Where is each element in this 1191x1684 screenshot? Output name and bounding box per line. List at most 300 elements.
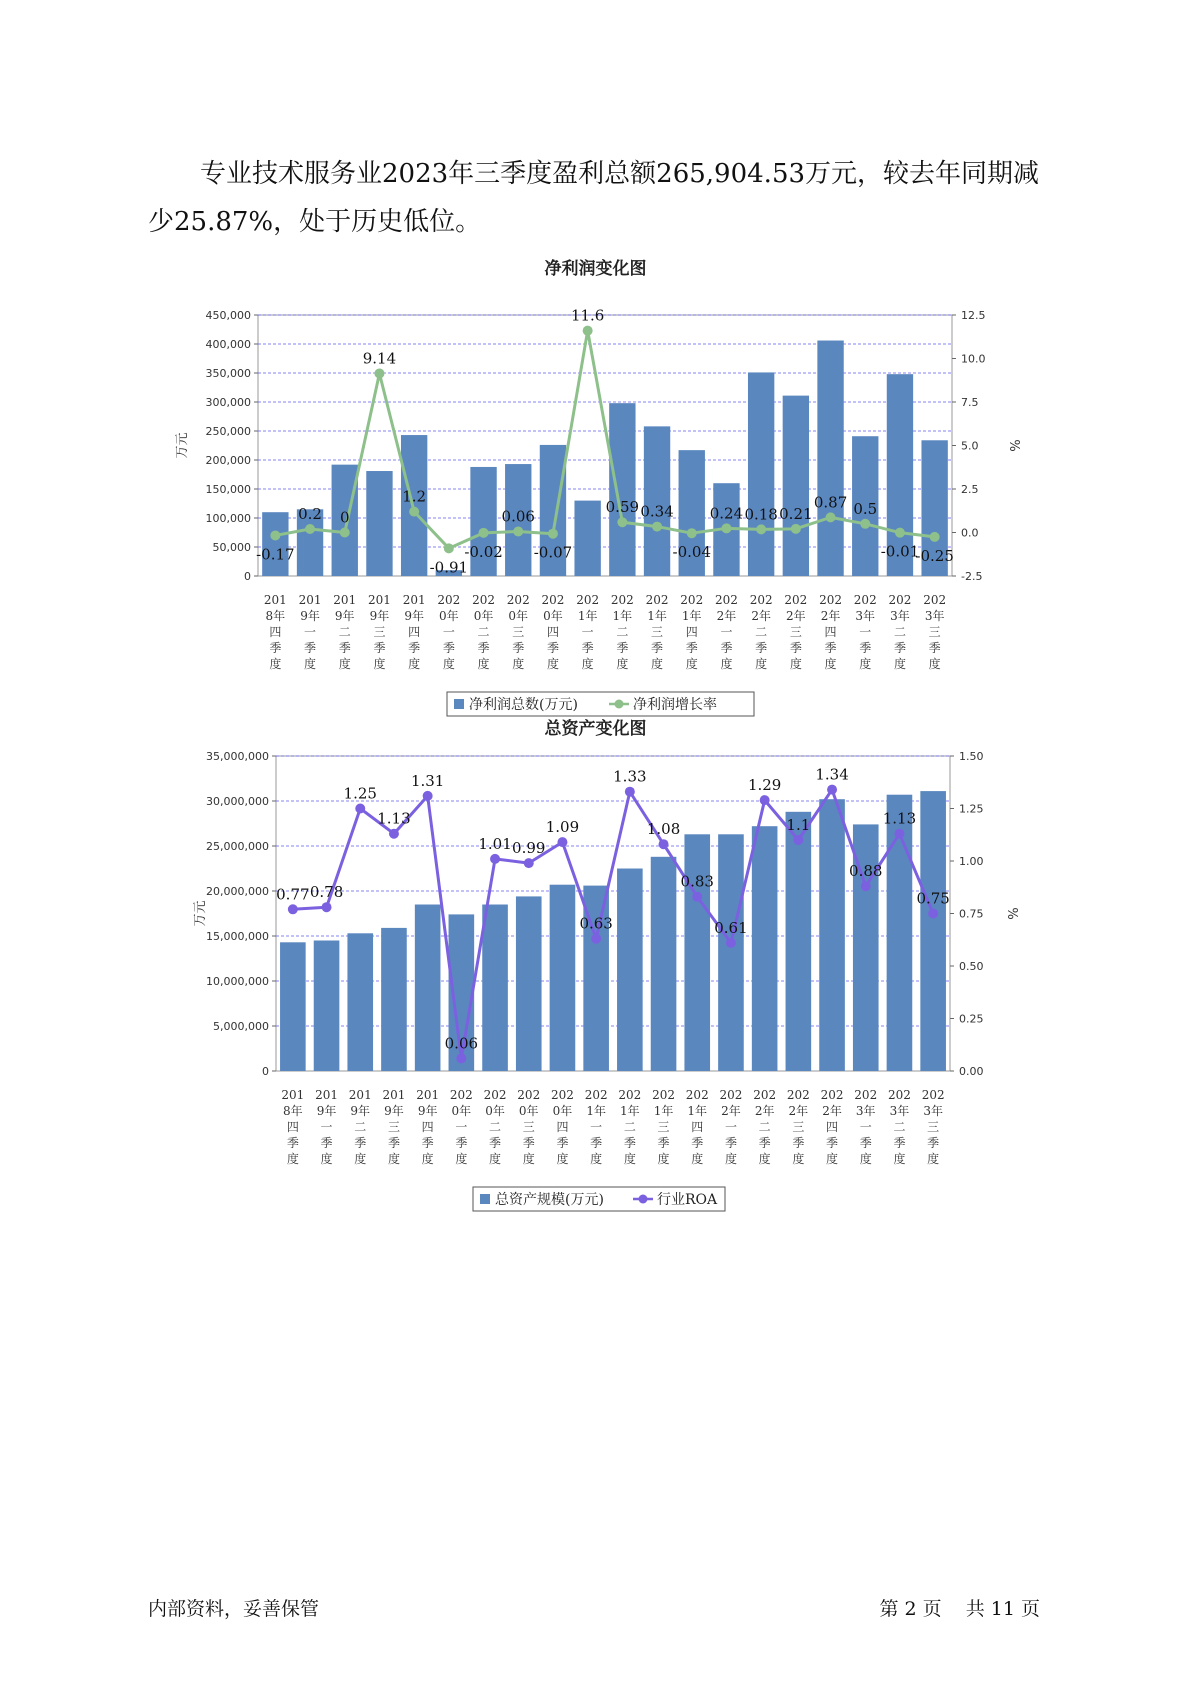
line-point xyxy=(288,904,298,914)
bar xyxy=(347,933,373,1071)
category-label: 202 xyxy=(584,1088,608,1102)
line-point xyxy=(591,934,601,944)
category-label: 1年 xyxy=(681,609,702,623)
right-tick-label: 12.5 xyxy=(961,309,986,322)
left-tick-label: 400,000 xyxy=(205,338,251,351)
category-label: 一 xyxy=(859,625,872,639)
category-label: 三 xyxy=(928,625,941,639)
line-point xyxy=(548,529,558,539)
line-point xyxy=(894,829,904,839)
data-label: 0.88 xyxy=(849,862,883,881)
data-label: 1.34 xyxy=(815,765,849,784)
line-point xyxy=(270,530,280,540)
data-label: 0.59 xyxy=(605,498,640,517)
category-label: 度 xyxy=(546,657,559,671)
category-label: 202 xyxy=(472,593,496,607)
line-point xyxy=(895,528,905,538)
page-unit: 页 xyxy=(922,1598,942,1620)
data-label: 0.99 xyxy=(512,839,546,858)
category-label: 3年 xyxy=(923,1104,943,1118)
category-label: 季 xyxy=(489,1136,502,1150)
line-point xyxy=(409,507,419,517)
category-label: 202 xyxy=(749,593,773,607)
category-label: 度 xyxy=(373,657,386,671)
total-unit: 页 xyxy=(1020,1598,1040,1620)
data-label: 0.83 xyxy=(680,872,714,891)
category-label: 202 xyxy=(576,593,600,607)
category-label: 度 xyxy=(269,657,282,671)
bar xyxy=(381,928,407,1071)
category-label: 2年 xyxy=(788,1104,809,1118)
left-tick-label: 50,000 xyxy=(212,541,251,554)
data-label: 0.18 xyxy=(744,505,778,524)
category-label: 202 xyxy=(888,593,912,607)
category-label: 202 xyxy=(618,1088,642,1102)
category-label: 0年 xyxy=(552,1104,573,1118)
category-label: 202 xyxy=(541,593,565,607)
category-label: 201 xyxy=(315,1088,339,1102)
bar xyxy=(644,426,670,576)
data-label: 0.75 xyxy=(916,889,950,908)
legend-line-marker xyxy=(639,1195,648,1204)
bar xyxy=(609,403,635,576)
line-point xyxy=(389,829,399,839)
category-label: 9年 xyxy=(384,1104,404,1118)
line-point xyxy=(355,804,365,814)
category-label: 202 xyxy=(853,593,877,607)
data-label: 1.25 xyxy=(343,784,377,803)
category-label: 度 xyxy=(651,657,664,671)
category-label: 度 xyxy=(442,657,455,671)
category-label: 8年 xyxy=(283,1104,303,1118)
category-label: 季 xyxy=(512,641,525,655)
line-point xyxy=(322,902,332,912)
category-label: 度 xyxy=(724,1152,737,1166)
category-label: 201 xyxy=(333,593,357,607)
category-label: 度 xyxy=(489,1152,502,1166)
category-label: 201 xyxy=(263,593,287,607)
legend-line-label: 行业ROA xyxy=(657,1192,718,1208)
category-label: 一 xyxy=(581,625,594,639)
chart1-title: 净利润变化图 xyxy=(544,259,647,279)
legend-bar-swatch xyxy=(480,1194,490,1204)
category-label: 季 xyxy=(685,641,698,655)
category-label: 二 xyxy=(354,1120,367,1134)
category-label: 季 xyxy=(286,1136,299,1150)
category-label: 季 xyxy=(826,1136,839,1150)
data-label: 0.24 xyxy=(709,504,744,523)
data-label: 1.09 xyxy=(545,818,580,837)
category-label: 三 xyxy=(651,625,664,639)
left-tick-label: 250,000 xyxy=(205,425,251,438)
category-label: 度 xyxy=(286,1152,299,1166)
category-label: 度 xyxy=(893,657,906,671)
category-label: 201 xyxy=(281,1088,305,1102)
line-point xyxy=(456,1053,466,1063)
category-label: 9年 xyxy=(350,1104,371,1118)
category-label: 2年 xyxy=(754,1104,775,1118)
category-label: 季 xyxy=(442,641,455,655)
category-label: 度 xyxy=(859,657,872,671)
category-label: 度 xyxy=(826,1152,839,1166)
left-tick-label: 20,000,000 xyxy=(206,885,269,898)
category-label: 二 xyxy=(616,625,629,639)
data-label: -0.25 xyxy=(915,546,954,565)
plot-area xyxy=(276,756,950,1071)
category-label: 9年 xyxy=(300,609,320,623)
category-label: 度 xyxy=(755,657,768,671)
data-label: 1.2 xyxy=(402,487,427,506)
category-label: 一 xyxy=(442,625,455,639)
line-point xyxy=(791,524,801,534)
right-tick-label: 0.75 xyxy=(959,907,984,921)
category-label: 9年 xyxy=(369,609,390,623)
category-label: 202 xyxy=(685,1088,709,1102)
category-label: 季 xyxy=(928,641,941,655)
line-point xyxy=(557,837,567,847)
line-point xyxy=(513,526,523,536)
right-tick-label: -2.5 xyxy=(961,570,983,583)
data-label: -0.17 xyxy=(256,545,295,564)
category-label: 四 xyxy=(556,1120,569,1134)
legend-bar-swatch xyxy=(454,699,464,709)
category-label: 202 xyxy=(680,593,704,607)
line-point xyxy=(930,532,940,542)
category-label: 2年 xyxy=(721,1104,741,1118)
right-axis-title: % xyxy=(1004,907,1019,920)
bar xyxy=(550,885,576,1071)
data-label: 1.29 xyxy=(747,776,782,795)
line-point xyxy=(625,787,635,797)
category-label: 度 xyxy=(893,1152,906,1166)
category-label: 二 xyxy=(477,625,490,639)
bar xyxy=(516,896,542,1071)
category-label: 季 xyxy=(269,641,282,655)
left-tick-label: 25,000,000 xyxy=(206,840,269,853)
bar xyxy=(574,501,600,576)
data-label: 1.1 xyxy=(786,816,811,834)
category-label: 二 xyxy=(489,1120,502,1134)
line-point xyxy=(726,938,736,948)
category-label: 三 xyxy=(522,1120,535,1134)
left-tick-label: 150,000 xyxy=(205,483,251,496)
category-label: 201 xyxy=(402,593,426,607)
category-label: 202 xyxy=(786,1088,810,1102)
bar xyxy=(819,799,845,1071)
category-label: 度 xyxy=(792,1152,805,1166)
category-label: 季 xyxy=(758,1136,771,1150)
category-label: 四 xyxy=(691,1120,704,1134)
net-profit-chart xyxy=(0,280,1191,713)
category-label: 9年 xyxy=(334,609,355,623)
line-point xyxy=(340,528,350,538)
category-label: 度 xyxy=(408,657,421,671)
category-label: 202 xyxy=(506,593,530,607)
category-label: 202 xyxy=(483,1088,507,1102)
left-tick-label: 30,000,000 xyxy=(206,795,269,808)
category-label: 四 xyxy=(685,625,698,639)
right-tick-label: 1.25 xyxy=(959,802,984,816)
category-label: 度 xyxy=(477,657,490,671)
category-label: 四 xyxy=(286,1120,299,1134)
category-label: 二 xyxy=(758,1120,771,1134)
data-label: 9.14 xyxy=(362,349,397,368)
bar xyxy=(748,372,774,576)
line-point xyxy=(659,839,669,849)
category-label: 二 xyxy=(755,625,768,639)
line-point xyxy=(756,524,766,534)
left-tick-label: 0 xyxy=(262,1065,269,1078)
category-label: 季 xyxy=(859,641,872,655)
category-label: 季 xyxy=(421,1136,434,1150)
legend-line-marker xyxy=(615,700,624,709)
footer-page-number xyxy=(877,1594,1043,1621)
chart2-title: 总资产变化图 xyxy=(544,719,647,739)
data-label: 0.34 xyxy=(640,502,674,521)
bar xyxy=(718,834,744,1071)
category-label: 一 xyxy=(859,1120,872,1134)
category-label: 度 xyxy=(927,1152,940,1166)
right-tick-label: 0.00 xyxy=(959,1065,984,1078)
category-label: 2年 xyxy=(822,1104,842,1118)
category-label: 度 xyxy=(623,1152,636,1166)
category-label: 9年 xyxy=(316,1104,337,1118)
bar xyxy=(415,905,441,1072)
data-label: 1.08 xyxy=(646,820,681,839)
right-tick-label: 10.0 xyxy=(961,352,986,366)
category-label: 季 xyxy=(304,641,317,655)
category-label: 202 xyxy=(437,593,461,607)
category-label: 一 xyxy=(720,625,733,639)
category-label: 8年 xyxy=(265,609,286,623)
page-current: 2 xyxy=(904,1598,917,1620)
line-point xyxy=(860,519,870,529)
line-point xyxy=(928,909,938,919)
category-label: 季 xyxy=(651,641,664,655)
category-label: 1年 xyxy=(687,1104,708,1118)
category-label: 季 xyxy=(893,641,906,655)
category-label: 季 xyxy=(623,1136,636,1150)
summary-paragraph: 专业技术服务业2023年三季度盈利总额265,904.53万元，较去年同期减少25.87%，处于历史低位。 xyxy=(148,159,1040,237)
category-label: 0年 xyxy=(439,609,459,623)
line-point xyxy=(490,854,500,864)
data-label: 0.21 xyxy=(779,504,813,523)
left-tick-label: 10,000,000 xyxy=(206,975,269,988)
data-label: -0.07 xyxy=(533,543,573,562)
category-label: 度 xyxy=(387,1152,400,1166)
category-label: 9年 xyxy=(417,1104,438,1118)
category-label: 0年 xyxy=(508,609,529,623)
data-label: -0.04 xyxy=(672,543,711,562)
category-label: 度 xyxy=(320,1152,333,1166)
category-label: 度 xyxy=(758,1152,771,1166)
category-label: 度 xyxy=(338,657,351,671)
right-tick-label: 0.25 xyxy=(959,1012,984,1026)
category-label: 季 xyxy=(893,1136,906,1150)
right-tick-label: 1.00 xyxy=(959,855,984,868)
data-label: 0.5 xyxy=(853,499,878,518)
category-label: 9年 xyxy=(404,609,424,623)
category-label: 一 xyxy=(455,1120,468,1134)
category-label: 季 xyxy=(373,641,386,655)
category-label: 季 xyxy=(789,641,802,655)
category-label: 3年 xyxy=(890,609,910,623)
category-label: 3年 xyxy=(855,609,876,623)
legend-bar-label: 总资产规模(万元) xyxy=(495,1192,604,1208)
category-label: 度 xyxy=(928,657,941,671)
category-label: 2年 xyxy=(751,609,771,623)
category-label: 0年 xyxy=(518,1104,539,1118)
left-tick-label: 0 xyxy=(244,570,251,583)
category-label: 三 xyxy=(789,625,802,639)
category-label: 202 xyxy=(819,593,843,607)
left-tick-label: 200,000 xyxy=(205,454,251,467)
category-label: 202 xyxy=(923,593,947,607)
page-prefix: 第 xyxy=(879,1598,899,1620)
category-label: 202 xyxy=(550,1088,574,1102)
left-tick-label: 35,000,000 xyxy=(206,750,269,763)
category-label: 1年 xyxy=(586,1104,606,1118)
right-tick-label: 0.0 xyxy=(961,526,979,540)
bar xyxy=(817,341,843,576)
category-label: 季 xyxy=(387,1136,400,1150)
category-label: 202 xyxy=(784,593,808,607)
category-label: 季 xyxy=(691,1136,704,1150)
right-tick-label: 0.50 xyxy=(959,960,984,973)
line-point xyxy=(423,791,433,801)
category-label: 三 xyxy=(512,625,525,639)
category-label: 202 xyxy=(921,1088,945,1102)
category-label: 季 xyxy=(590,1136,603,1150)
category-label: 一 xyxy=(590,1120,603,1134)
category-label: 1年 xyxy=(647,609,667,623)
category-label: 0年 xyxy=(451,1104,472,1118)
category-label: 2年 xyxy=(786,609,806,623)
category-label: 202 xyxy=(854,1088,878,1102)
category-label: 202 xyxy=(449,1088,473,1102)
category-label: 四 xyxy=(408,625,421,639)
category-label: 2年 xyxy=(716,609,737,623)
bar xyxy=(280,942,306,1071)
category-label: 度 xyxy=(354,1152,367,1166)
footer-confidential-note: 内部资料，妥善保管 xyxy=(148,1598,320,1620)
category-label: 度 xyxy=(657,1152,670,1166)
bar xyxy=(651,857,677,1071)
line-point xyxy=(793,835,803,845)
category-label: 三 xyxy=(373,625,386,639)
line-point xyxy=(760,795,770,805)
category-label: 3年 xyxy=(855,1104,876,1118)
line-point xyxy=(617,517,627,527)
right-tick-label: 7.5 xyxy=(961,396,979,409)
category-label: 季 xyxy=(724,1136,737,1150)
right-tick-label: 2.5 xyxy=(961,483,979,496)
category-label: 季 xyxy=(616,641,629,655)
category-label: 201 xyxy=(298,593,322,607)
category-label: 季 xyxy=(720,641,733,655)
category-label: 二 xyxy=(338,625,351,639)
right-axis-title: % xyxy=(1006,439,1021,452)
line-point xyxy=(721,523,731,533)
data-label: -0.91 xyxy=(429,558,469,577)
left-tick-label: 450,000 xyxy=(205,309,251,322)
left-axis-title: 万元 xyxy=(175,432,190,459)
category-label: 1年 xyxy=(620,1104,640,1118)
category-label: 度 xyxy=(304,657,317,671)
category-label: 1年 xyxy=(577,609,598,623)
line-point xyxy=(479,528,489,538)
line-point xyxy=(861,881,871,891)
category-label: 202 xyxy=(652,1088,676,1102)
page-total: 11 xyxy=(990,1598,1015,1620)
category-label: 季 xyxy=(556,1136,569,1150)
category-label: 202 xyxy=(610,593,634,607)
data-label: -0.02 xyxy=(464,542,503,561)
bar xyxy=(920,791,946,1071)
category-label: 三 xyxy=(927,1120,940,1134)
data-label: 0.63 xyxy=(579,914,613,933)
line-point xyxy=(583,326,593,336)
category-label: 度 xyxy=(522,1152,535,1166)
line-point xyxy=(524,858,534,868)
category-label: 度 xyxy=(581,657,594,671)
bar xyxy=(617,869,643,1072)
category-label: 一 xyxy=(320,1120,333,1134)
category-label: 季 xyxy=(927,1136,940,1150)
category-label: 3年 xyxy=(924,609,945,623)
category-label: 0年 xyxy=(543,609,563,623)
category-label: 201 xyxy=(367,593,391,607)
line-point xyxy=(687,528,697,538)
bar xyxy=(786,812,812,1071)
bar xyxy=(366,471,392,576)
category-label: 季 xyxy=(792,1136,805,1150)
category-label: 202 xyxy=(645,593,669,607)
category-label: 度 xyxy=(720,657,733,671)
category-label: 度 xyxy=(455,1152,468,1166)
category-label: 201 xyxy=(382,1088,406,1102)
category-label: 度 xyxy=(512,657,525,671)
data-label: 0.61 xyxy=(714,918,748,937)
category-label: 度 xyxy=(685,657,698,671)
line-point xyxy=(692,892,702,902)
category-label: 度 xyxy=(616,657,629,671)
bar xyxy=(752,826,778,1071)
category-label: 三 xyxy=(387,1120,400,1134)
data-label: 0.87 xyxy=(813,493,848,512)
category-label: 季 xyxy=(859,1136,872,1150)
category-label: 一 xyxy=(304,625,317,639)
category-label: 202 xyxy=(517,1088,541,1102)
category-label: 季 xyxy=(354,1136,367,1150)
category-label: 2年 xyxy=(820,609,841,623)
category-label: 季 xyxy=(338,641,351,655)
data-label: 1.31 xyxy=(410,771,445,790)
category-label: 度 xyxy=(691,1152,704,1166)
category-label: 度 xyxy=(556,1152,569,1166)
left-tick-label: 100,000 xyxy=(205,512,251,525)
category-label: 度 xyxy=(789,657,802,671)
category-label: 二 xyxy=(623,1120,636,1134)
data-label: 0.06 xyxy=(501,507,535,526)
line-point xyxy=(374,368,384,378)
category-label: 三 xyxy=(657,1120,670,1134)
category-label: 四 xyxy=(824,625,837,639)
left-tick-label: 5,000,000 xyxy=(213,1020,269,1033)
bar xyxy=(684,834,710,1071)
category-label: 二 xyxy=(893,1120,906,1134)
category-label: 度 xyxy=(859,1152,872,1166)
